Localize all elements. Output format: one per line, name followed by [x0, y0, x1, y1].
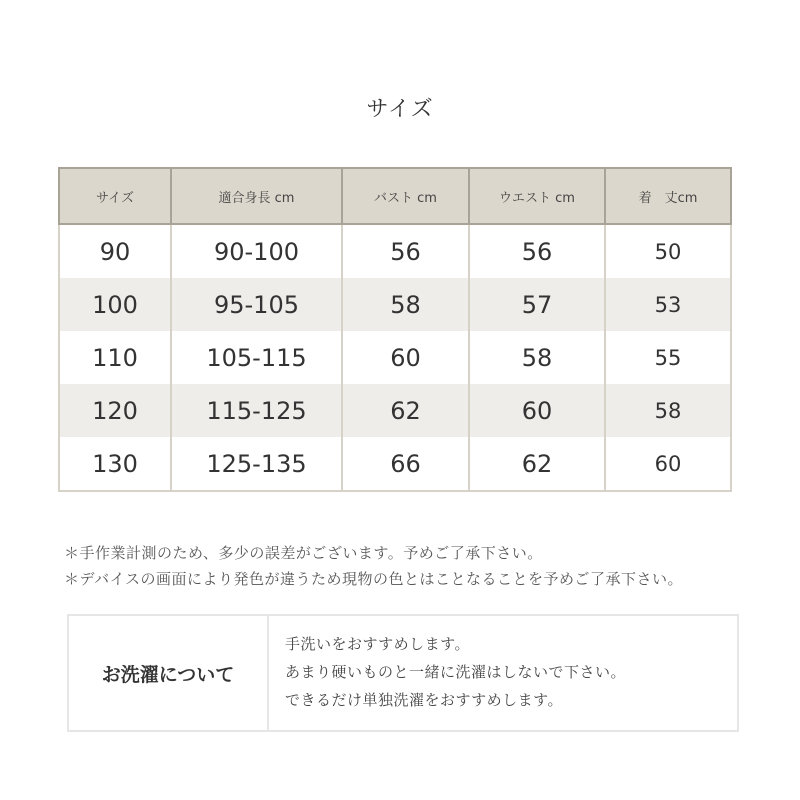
table-row	[59, 278, 731, 331]
header-size: サイズ	[59, 168, 171, 224]
cell-bust: 58	[342, 278, 469, 331]
cell-size: 120	[59, 384, 171, 437]
cell-height: 95-105	[171, 278, 342, 331]
cell-size: 100	[59, 278, 171, 331]
cell-height: 125-135	[171, 437, 342, 491]
notes	[64, 540, 784, 592]
table-row	[59, 437, 731, 491]
cell-size: 90	[59, 224, 171, 278]
header-length: 着 丈cm	[605, 168, 731, 224]
table-row	[59, 224, 731, 278]
cell-length: 60	[605, 437, 731, 491]
cell-waist: 62	[469, 437, 605, 491]
table-row	[59, 384, 731, 437]
cell-bust: 56	[342, 224, 469, 278]
cell-size: 130	[59, 437, 171, 491]
cell-bust: 66	[342, 437, 469, 491]
care-label: お洗濯について	[69, 616, 269, 730]
cell-waist: 58	[469, 331, 605, 384]
cell-waist: 60	[469, 384, 605, 437]
cell-waist: 56	[469, 224, 605, 278]
care-line: あまり硬いものと一緒に洗濯はしないで下さい。	[285, 663, 627, 681]
care-line: できるだけ単独洗濯をおすすめします。	[285, 691, 563, 709]
page-title: サイズ	[366, 97, 434, 122]
cell-bust: 62	[342, 384, 469, 437]
note-line: ＊デバイスの画面により発色が違うため現物の色とはことなることを予めご了承下さい。	[64, 570, 683, 588]
care-line: 手洗いをおすすめします。	[285, 635, 470, 653]
cell-length: 53	[605, 278, 731, 331]
cell-height: 115-125	[171, 384, 342, 437]
care-instructions	[269, 616, 626, 730]
note-line: ＊手作業計測のため、多少の誤差がございます。予めご了承下さい。	[64, 544, 543, 562]
cell-waist: 57	[469, 278, 605, 331]
header-bust: バスト cm	[342, 168, 469, 224]
cell-height: 105-115	[171, 331, 342, 384]
cell-height: 90-100	[171, 224, 342, 278]
table-header-row	[59, 168, 731, 224]
cell-length: 55	[605, 331, 731, 384]
table-row	[59, 331, 731, 384]
cell-length: 50	[605, 224, 731, 278]
cell-size: 110	[59, 331, 171, 384]
cell-bust: 60	[342, 331, 469, 384]
header-height: 適合身長 cm	[171, 168, 342, 224]
care-box	[67, 614, 739, 732]
header-waist: ウエスト cm	[469, 168, 605, 224]
size-table	[58, 167, 732, 492]
cell-length: 58	[605, 384, 731, 437]
